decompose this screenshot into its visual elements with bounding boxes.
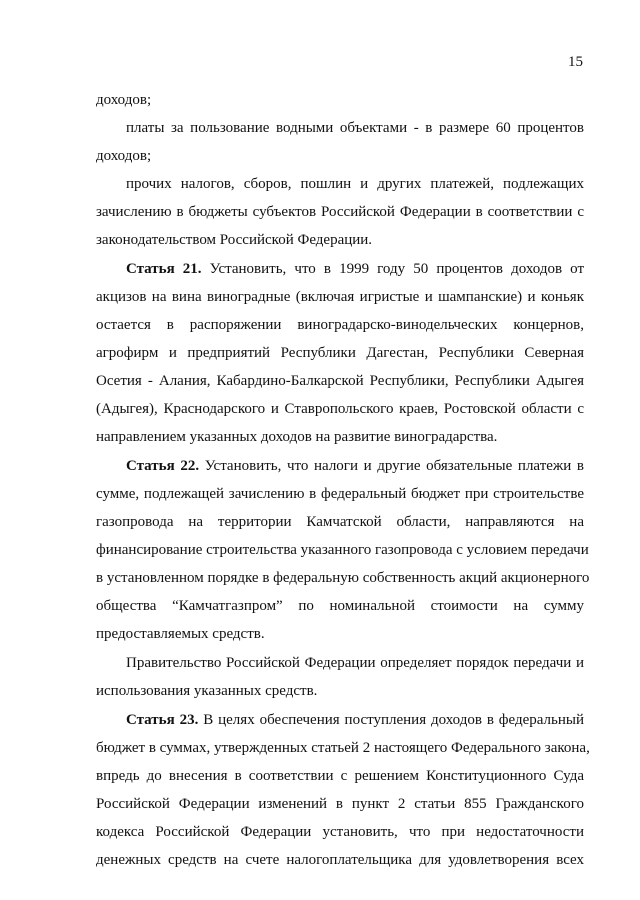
text-line: газопровода на территории Камчатской области, направляются на (96, 514, 584, 530)
text-line: кодекса Российской Федерации установить, что при недостаточности (96, 824, 584, 840)
article-21-label: Статья 21. (126, 261, 202, 277)
text-line: законодательством Российской Федерации. (96, 232, 373, 248)
text-line: В целях обеспечения поступления доходов в федеральный (198, 712, 584, 728)
text-line: бюджет в суммах, утвержденных статьей 2 настоящего Федерального закона, (96, 740, 590, 756)
text-line: в установленном порядке в федеральную собственность акций акционерного (96, 570, 590, 586)
text-line: Осетия - Алания, Кабардино-Балкарской Республики, Республики Адыгея (96, 373, 584, 389)
text-line: общества “Камчатгазпром” по номинальной стоимости на сумму (96, 598, 584, 614)
text-line: доходов; (96, 92, 152, 108)
text-line: Установить, что налоги и другие обязательные платежи в (199, 458, 584, 474)
text-line: впредь до внесения в соответствии с решением Конституционного Суда (96, 768, 584, 784)
text-line: доходов; (96, 148, 152, 164)
article-21-first-line (126, 259, 584, 279)
text-line: финансирование строительства указанного газопровода с условием передачи (96, 542, 589, 558)
text-line: использования указанных средств. (96, 683, 318, 699)
text-line: акцизов на вина виноградные (включая игристые и шампанские) и коньяк (96, 289, 584, 305)
text-line: зачислению в бюджеты субъектов Российской Федерации в соответствии с (96, 204, 584, 220)
text-line: платы за пользование водными объектами - в размере 60 процентов (126, 120, 584, 136)
text-line: Установить, что в 1999 году 50 процентов доходов от (201, 261, 585, 277)
text-line: остается в распоряжении виноградарско-винодельческих концернов, (96, 317, 584, 333)
text-line: Правительство Российской Федерации определяет порядок передачи и (126, 655, 584, 671)
text-line: денежных средств на счете налогоплательщика для удовлетворения всех (96, 852, 584, 868)
article-23-first-line (126, 710, 584, 730)
text-line: направлением указанных доходов на развитие виноградарства. (96, 429, 498, 445)
article-22-label: Статья 22. (126, 458, 200, 474)
text-line: агрофирм и предприятий Республики Дагестан, Республики Северная (96, 345, 584, 361)
article-22-first-line (126, 456, 584, 476)
page-number: 15 (568, 54, 583, 70)
article-23-label: Статья 23. (126, 712, 199, 728)
text-line: (Адыгея), Краснодарского и Ставропольского краев, Ростовской области с (96, 401, 584, 417)
text-line: прочих налогов, сборов, пошлин и других платежей, подлежащих (126, 176, 584, 192)
text-line: предоставляемых средств. (96, 626, 265, 642)
text-line: сумме, подлежащей зачислению в федеральный бюджет при строительстве (96, 486, 584, 502)
text-line: Российской Федерации изменений в пункт 2 статьи 855 Гражданского (96, 796, 584, 812)
